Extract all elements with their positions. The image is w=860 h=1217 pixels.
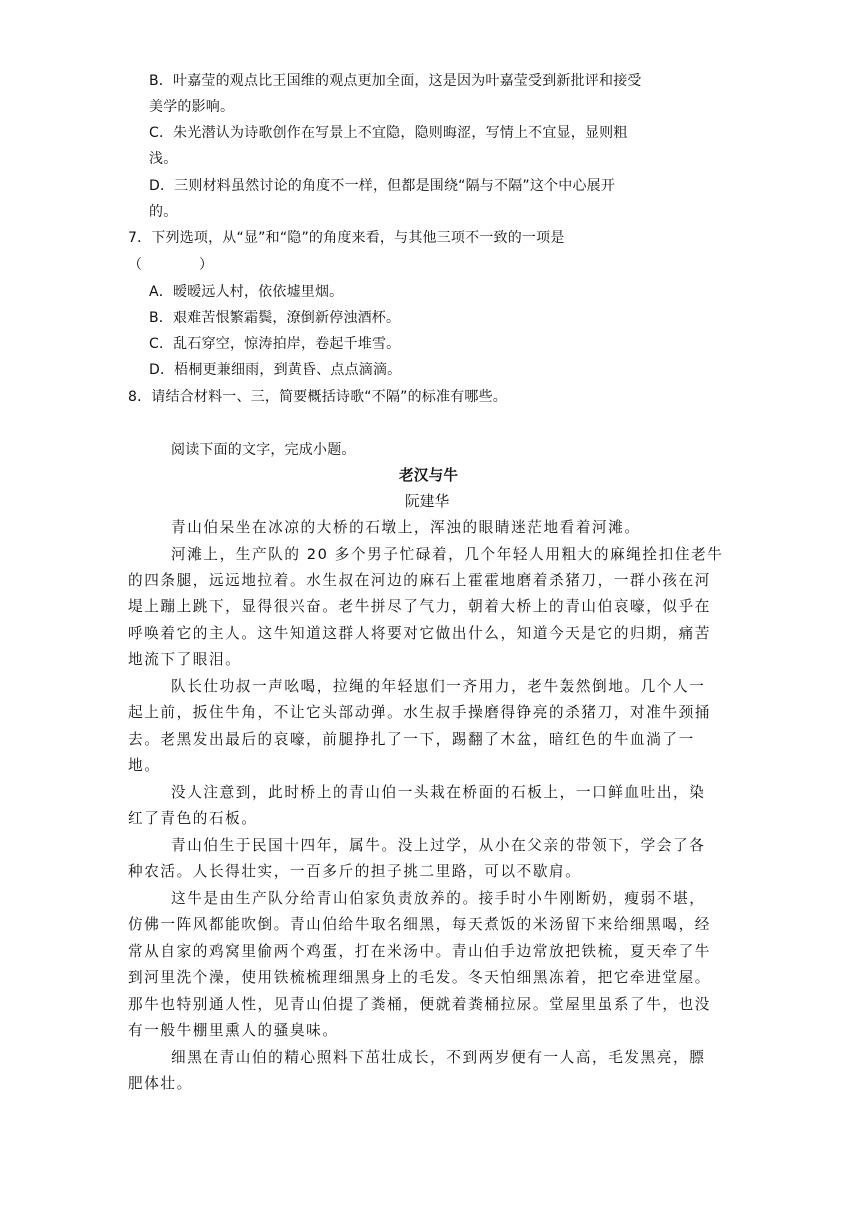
question-7-blank: （ ） bbox=[128, 257, 214, 273]
article-paragraph-line: 堤上蹦上跳下，显得很兴奋。老牛拼尽了气力，朝着大桥上的青山伯哀嚎，似乎在 bbox=[128, 598, 711, 615]
option-b-line2: 美学的影响。 bbox=[149, 99, 235, 115]
article-paragraph-line: 那牛也特别通人性，见青山伯提了粪桶，便就着粪桶拉尿。堂屋里虽系了牛，也没 bbox=[128, 996, 711, 1013]
question-8-stem: 8．请结合材料一、三，简要概括诗歌“不隔”的标准有哪些。 bbox=[128, 389, 508, 405]
article-title: 老汉与牛 bbox=[399, 467, 459, 484]
reading-instruction: 阅读下面的文字，完成小题。 bbox=[171, 442, 356, 458]
article-paragraph-line: 地。 bbox=[128, 757, 161, 774]
article-paragraph-line: 种农活。人长得壮实，一百多斤的担子挑二里路，可以不歇肩。 bbox=[128, 863, 582, 880]
article-paragraph-line: 常从自家的鸡窝里偷两个鸡蛋，打在米汤中。青山伯手边常放把铁梳，夏天牵了牛 bbox=[128, 943, 711, 960]
article-paragraph-line: 青山伯生于民国十四年，属牛。没上过学，从小在父亲的带领下，学会了各 bbox=[171, 837, 706, 854]
article-paragraph-line: 的四条腿，远远地拉着。水生叔在河边的麻石上霍霍地磨着杀猪刀，一群小孩在河 bbox=[128, 572, 711, 589]
article-paragraph-line: 到河里洗个澡，使用铁梳梳理细黑身上的毛发。冬天怕细黑冻着，把它牵进堂屋。 bbox=[128, 969, 711, 986]
option-c-line1: C．朱光潜认为诗歌创作在写景上不宜隐，隐则晦涩，写情上不宜显，显则粗 bbox=[149, 125, 628, 141]
article-paragraph-line: 呼唤着它的主人。这牛知道这群人将要对它做出什么，知道今天是它的归期，痛苦 bbox=[128, 625, 711, 642]
question-7-option-b: B．艰难苦恨繁霜鬓，潦倒新停浊酒杯。 bbox=[149, 310, 401, 326]
option-d-line1: D．三则材料虽然讨论的角度不一样，但都是围绕“隔与不隔”这个中心展开 bbox=[149, 178, 616, 194]
option-d-line2: 的。 bbox=[149, 204, 178, 220]
article-paragraph-line: 有一般牛棚里熏人的骚臭味。 bbox=[128, 1022, 339, 1039]
article-paragraph-line: 青山伯呆坐在冰凉的大桥的石墩上，浑浊的眼睛迷茫地看着河滩。 bbox=[171, 519, 641, 536]
article-paragraph-line: 起上前，扳住牛角，不让它头部动弹。水生叔手操磨得铮亮的杀猪刀，对准牛颈捅 bbox=[128, 704, 711, 721]
article-paragraph-line: 仿佛一阵风都能吹倒。青山伯给牛取名细黑，每天煮饭的米汤留下来给细黑喝，经 bbox=[128, 916, 711, 933]
article-paragraph-line: 地流下了眼泪。 bbox=[128, 651, 242, 668]
article-paragraph-line: 细黑在青山伯的精心照料下茁壮成长，不到两岁便有一人高，毛发黑亮，膘 bbox=[171, 1049, 706, 1066]
question-7-option-c: C．乱石穿空，惊涛拍岸，卷起千堆雪。 bbox=[149, 336, 401, 352]
option-c-line2: 浅。 bbox=[149, 151, 178, 167]
article-paragraph-line: 肥体壮。 bbox=[128, 1075, 193, 1092]
article-paragraph-line: 没人注意到，此时桥上的青山伯一头栽在桥面的石板上，一口鲜血吐出，染 bbox=[171, 784, 706, 801]
option-b-line1: B．叶嘉莹的观点比王国维的观点更加全面，这是因为叶嘉莹受到新批评和接受 bbox=[149, 73, 642, 89]
article-author: 阮建华 bbox=[405, 493, 450, 510]
question-7-stem: 7．下列选项，从“显”和“隐”的角度来看，与其他三项不一致的一项是 bbox=[128, 230, 565, 246]
article-paragraph-line: 去。老黑发出最后的哀嚎，前腿挣扎了一下，踢翻了木盆，暗红色的牛血淌了一 bbox=[128, 731, 695, 748]
question-7-option-a: A．暧暧远人村，依依墟里烟。 bbox=[149, 284, 344, 300]
article-paragraph-line: 队长仕功叔一声吆喝，拉绳的年轻崽们一齐用力，老牛轰然倒地。几个人一 bbox=[171, 678, 706, 695]
question-7-option-d: D．梧桐更兼细雨，到黄昏、点点滴滴。 bbox=[149, 362, 402, 378]
article-paragraph-line: 红了青色的石板。 bbox=[128, 810, 258, 827]
article-paragraph-line: 河滩上，生产队的 20 多个男子忙碌着，几个年轻人用粗大的麻绳拴扣住老牛 bbox=[171, 546, 724, 563]
article-paragraph-line: 这牛是由生产队分给青山伯家负责放养的。接手时小牛刚断奶，瘦弱不堪， bbox=[171, 890, 706, 907]
